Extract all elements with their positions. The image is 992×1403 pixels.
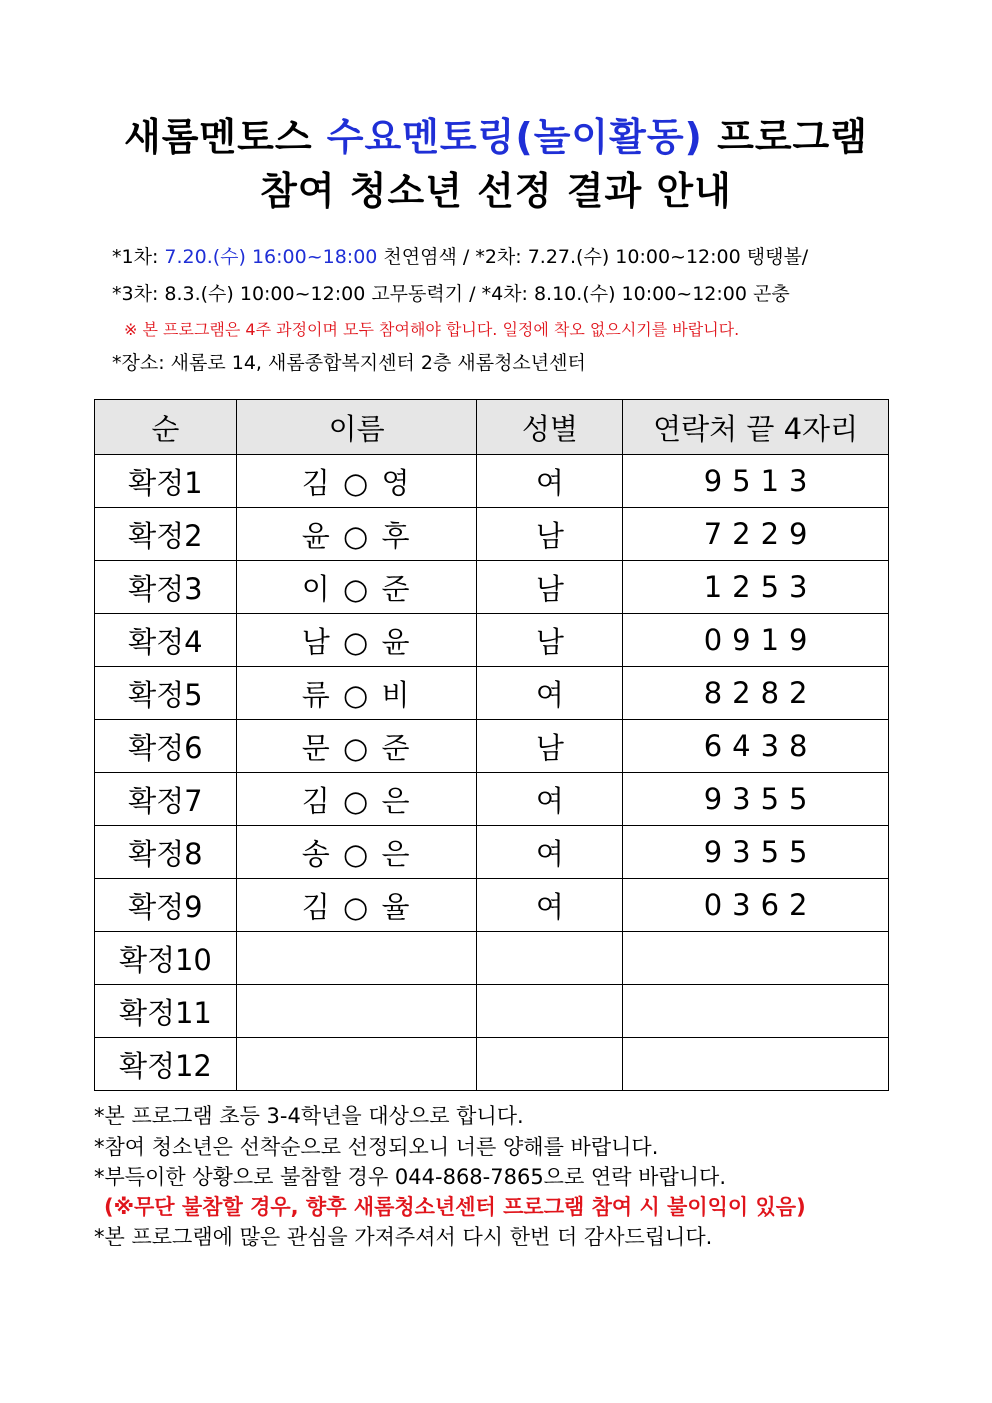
row-phone bbox=[623, 1038, 889, 1091]
row-seq: 확정2 bbox=[95, 508, 237, 561]
table-row bbox=[95, 455, 889, 508]
header-phone: 연락처 끝 4자리 bbox=[623, 400, 889, 455]
selection-table bbox=[94, 399, 889, 1091]
row-phone: 9355 bbox=[623, 826, 889, 879]
footer-warning: (※무단 불참할 경우, 향후 새롬청소년센터 프로그램 참여 시 불이익이 있음) bbox=[104, 1195, 806, 1219]
row-phone bbox=[623, 932, 889, 985]
row-seq: 확정10 bbox=[95, 932, 237, 985]
footer-note-3: *부득이한 상황으로 불참할 경우 044-868-7865으로 연락 바랍니다. bbox=[94, 1165, 726, 1189]
row-name: 송 ○ 은 bbox=[236, 826, 477, 879]
header-gender: 성별 bbox=[477, 400, 623, 455]
row-phone: 0362 bbox=[623, 879, 889, 932]
row-seq: 확정6 bbox=[95, 720, 237, 773]
row-seq: 확정7 bbox=[95, 773, 237, 826]
schedule-location: *장소: 새롬로 14, 새롬종합복지센터 2층 새롬청소년센터 bbox=[112, 352, 586, 374]
title-part1: 새롬멘토스 bbox=[124, 115, 327, 159]
row-gender bbox=[477, 1038, 623, 1091]
row-name: 윤 ○ 후 bbox=[236, 508, 477, 561]
footer-note-1: *본 프로그램 초등 3-4학년을 대상으로 합니다. bbox=[94, 1104, 524, 1128]
row-name: 남 ○ 윤 bbox=[236, 614, 477, 667]
schedule-line1 bbox=[112, 242, 808, 272]
table-row bbox=[95, 932, 889, 985]
row-gender: 여 bbox=[477, 455, 623, 508]
table-row bbox=[95, 720, 889, 773]
row-phone: 7229 bbox=[623, 508, 889, 561]
row-seq: 확정8 bbox=[95, 826, 237, 879]
table-row bbox=[95, 561, 889, 614]
row-name bbox=[236, 932, 477, 985]
table-body bbox=[95, 455, 889, 1091]
row-seq: 확정12 bbox=[95, 1038, 237, 1091]
schedule-label-1: *1차: bbox=[112, 246, 165, 268]
title-highlight: 수요멘토링(놀이활동) bbox=[326, 115, 703, 159]
row-seq: 확정3 bbox=[95, 561, 237, 614]
row-name: 문 ○ 준 bbox=[236, 720, 477, 773]
row-phone: 9355 bbox=[623, 773, 889, 826]
row-gender: 남 bbox=[477, 720, 623, 773]
row-gender: 남 bbox=[477, 561, 623, 614]
table-row bbox=[95, 773, 889, 826]
row-phone: 0919 bbox=[623, 614, 889, 667]
row-name: 이 ○ 준 bbox=[236, 561, 477, 614]
table-header-row bbox=[95, 400, 889, 455]
row-phone: 1253 bbox=[623, 561, 889, 614]
table-row bbox=[95, 614, 889, 667]
row-gender bbox=[477, 932, 623, 985]
row-phone bbox=[623, 985, 889, 1038]
row-phone: 6438 bbox=[623, 720, 889, 773]
table-row bbox=[95, 879, 889, 932]
schedule-line2: *3차: 8.3.(수) 10:00~12:00 고무동력기 / *4차: 8.10.(수) 10:00~12:00 곤충 bbox=[112, 283, 790, 305]
schedule-datetime-1: 7.20.(수) 16:00~18:00 bbox=[164, 246, 378, 268]
table-row bbox=[95, 826, 889, 879]
row-name: 류 ○ 비 bbox=[236, 667, 477, 720]
row-name bbox=[236, 1038, 477, 1091]
row-phone: 9513 bbox=[623, 455, 889, 508]
row-gender: 여 bbox=[477, 826, 623, 879]
header-seq: 순 bbox=[95, 400, 237, 455]
header-name: 이름 bbox=[236, 400, 477, 455]
schedule-rest-1: 천연염색 / *2차: 7.27.(수) 10:00~12:00 탱탱볼/ bbox=[377, 246, 809, 268]
table-row bbox=[95, 508, 889, 561]
row-name bbox=[236, 985, 477, 1038]
row-gender bbox=[477, 985, 623, 1038]
row-name: 김 ○ 은 bbox=[236, 773, 477, 826]
page-title-line2: 참여 청소년 선정 결과 안내 bbox=[260, 169, 732, 213]
row-gender: 여 bbox=[477, 667, 623, 720]
page-title-line1 bbox=[0, 112, 992, 162]
row-gender: 여 bbox=[477, 879, 623, 932]
table-row bbox=[95, 985, 889, 1038]
row-gender: 여 bbox=[477, 773, 623, 826]
row-seq: 확정4 bbox=[95, 614, 237, 667]
row-name: 김 ○ 율 bbox=[236, 879, 477, 932]
footer-note-5: *본 프로그램에 많은 관심을 가져주셔서 다시 한번 더 감사드립니다. bbox=[94, 1225, 713, 1249]
footer-note-2: *참여 청소년은 선착순으로 선정되오니 너른 양해를 바랍니다. bbox=[94, 1135, 659, 1159]
row-seq: 확정1 bbox=[95, 455, 237, 508]
schedule-notice: ※ 본 프로그램은 4주 과정이며 모두 참여해야 합니다. 일정에 착오 없으시기를 바랍니다. bbox=[124, 320, 740, 339]
row-phone: 8282 bbox=[623, 667, 889, 720]
row-seq: 확정9 bbox=[95, 879, 237, 932]
row-name: 김 ○ 영 bbox=[236, 455, 477, 508]
title-part2: 프로그램 bbox=[702, 115, 868, 159]
row-seq: 확정11 bbox=[95, 985, 237, 1038]
row-gender: 남 bbox=[477, 614, 623, 667]
table-row bbox=[95, 667, 889, 720]
row-gender: 남 bbox=[477, 508, 623, 561]
row-seq: 확정5 bbox=[95, 667, 237, 720]
table-row bbox=[95, 1038, 889, 1091]
